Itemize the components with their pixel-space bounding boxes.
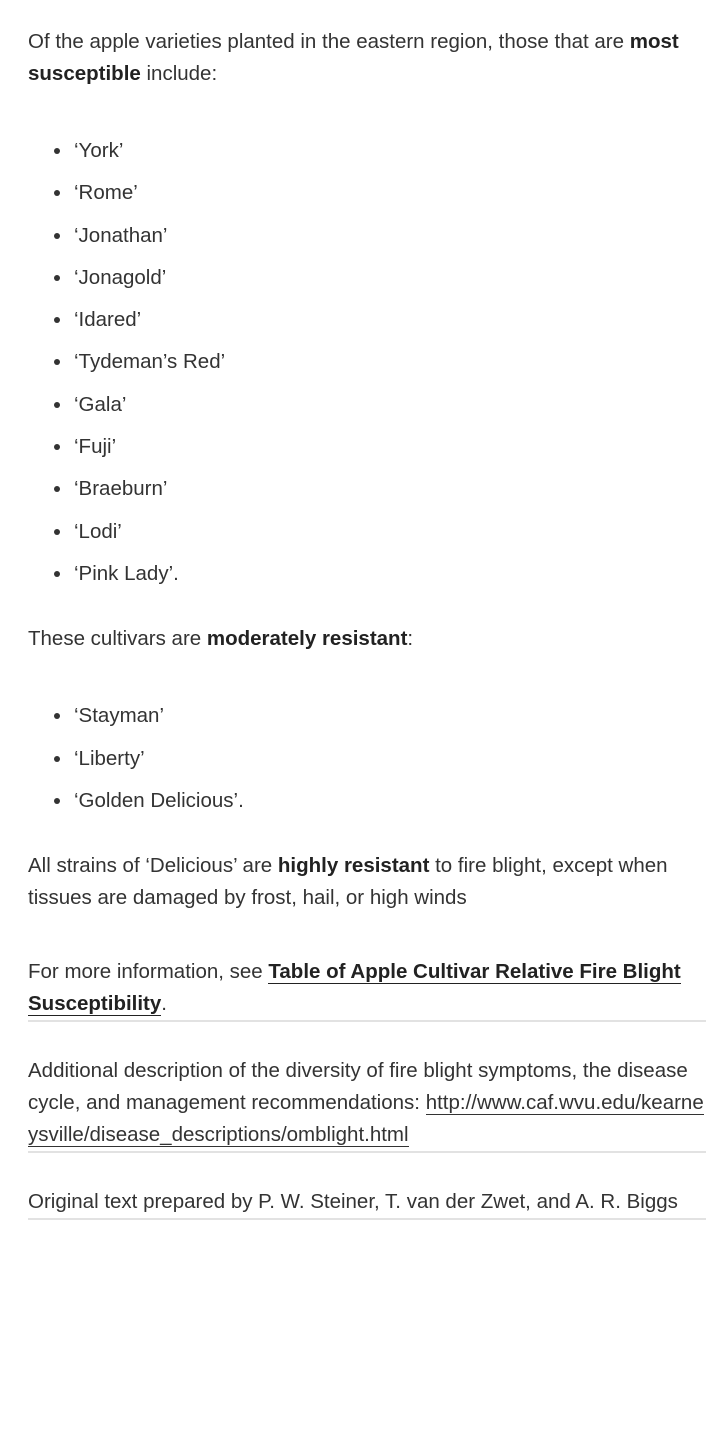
more-info-prefix: For more information, see <box>28 960 269 984</box>
list-item: ‘Fuji’ <box>74 426 706 468</box>
list-item: ‘Gala’ <box>74 384 706 426</box>
list-item: ‘York’ <box>74 130 706 172</box>
moderate-cultivar-list <box>28 695 706 822</box>
disease-description-link[interactable]: http://www.caf.wvu.edu/kearneysville/disease_descriptions/omblight.html <box>28 1091 704 1147</box>
list-item: ‘Stayman’ <box>74 695 706 737</box>
intro-prefix: Of the apple varieties planted in the eastern region, those that are <box>28 30 630 53</box>
resistant-emphasis: highly resistant <box>277 854 430 878</box>
list-item: ‘Liberty’ <box>74 738 706 780</box>
list-item: ‘Idared’ <box>74 299 706 341</box>
resistant-prefix: All strains of ‘Delicious’ are <box>28 854 278 878</box>
section-divider <box>28 1151 706 1153</box>
additional-paragraph <box>28 1055 706 1151</box>
additional-text: Additional description of the diversity of fire blight symptoms, the disease cycle, and management recommendations: <box>28 1059 688 1115</box>
footer-divider <box>28 1218 706 1220</box>
list-item: ‘Jonathan’ <box>74 215 706 257</box>
resistant-paragraph <box>28 850 706 914</box>
more-info-paragraph <box>28 956 706 1020</box>
moderate-suffix: : <box>407 627 414 651</box>
list-item: ‘Pink Lady’. <box>74 553 706 595</box>
credits-paragraph: Original text prepared by P. W. Steiner, T. van der Zwet, and A. R. Biggs <box>28 1190 678 1214</box>
moderate-emphasis: moderately resistant <box>206 627 408 651</box>
moderate-paragraph <box>28 623 706 655</box>
list-item: ‘Rome’ <box>74 172 706 214</box>
list-item: ‘Golden Delicious’. <box>74 780 706 822</box>
susceptibility-table-link[interactable]: Table of Apple Cultivar Relative Fire Blight Susceptibility <box>28 960 681 1016</box>
list-item: ‘Jonagold’ <box>74 257 706 299</box>
intro-paragraph <box>28 0 706 90</box>
list-item: ‘Braeburn’ <box>74 468 706 510</box>
list-item: ‘Lodi’ <box>74 511 706 553</box>
susceptible-cultivar-list <box>28 130 706 595</box>
more-info-suffix: . <box>161 992 167 1016</box>
intro-suffix: include: <box>140 62 218 85</box>
intro-emphasis: most susceptible <box>28 30 679 85</box>
section-divider <box>28 1020 706 1022</box>
resistant-suffix: to fire blight, except when tissues are damaged by frost, hail, or high winds <box>28 854 668 910</box>
moderate-prefix: These cultivars are <box>28 627 207 651</box>
list-item: ‘Tydeman’s Red’ <box>74 341 706 383</box>
